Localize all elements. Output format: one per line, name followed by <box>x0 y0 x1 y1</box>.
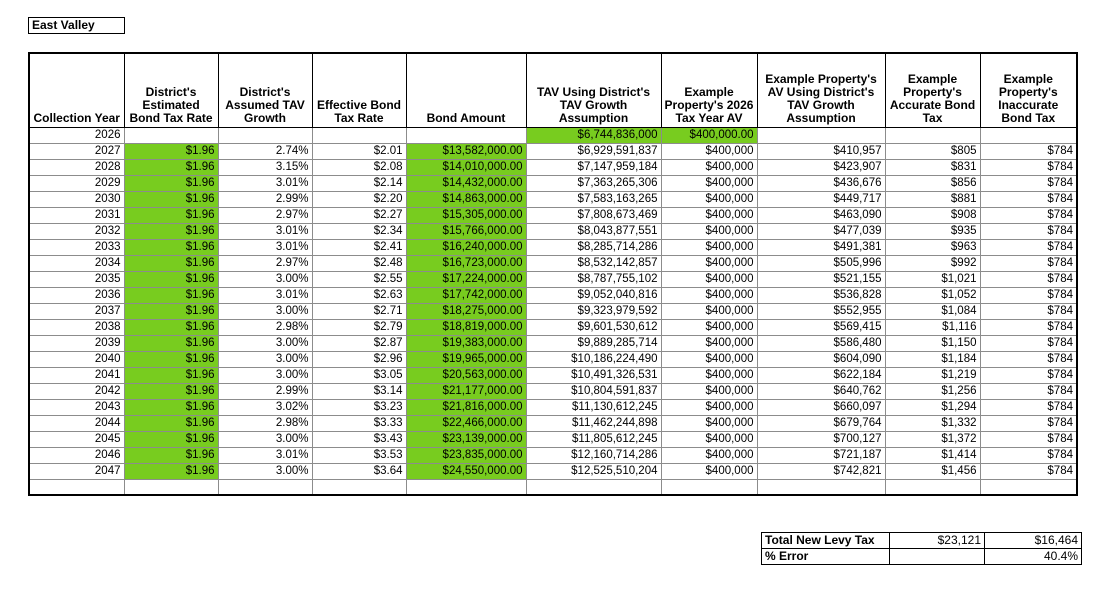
cell-bond-amount[interactable] <box>406 479 526 495</box>
cell-district-estimated-rate[interactable]: $1.96 <box>124 367 218 383</box>
cell-accurate-bond-tax[interactable]: $1,332 <box>885 415 980 431</box>
cell-effective-bond-tax-rate[interactable]: $3.43 <box>312 431 406 447</box>
cell-example-av-growth[interactable] <box>757 127 885 143</box>
table-row <box>29 383 1077 399</box>
cell-example-2026-av[interactable]: $400,000 <box>661 239 757 255</box>
cell-accurate-bond-tax[interactable]: $881 <box>885 191 980 207</box>
cell-collection-year[interactable]: 2038 <box>29 319 124 335</box>
table-row <box>29 191 1077 207</box>
cell-example-2026-av[interactable]: $400,000 <box>661 415 757 431</box>
cell-accurate-bond-tax[interactable]: $1,219 <box>885 367 980 383</box>
cell-inaccurate-bond-tax[interactable]: $784 <box>980 383 1077 399</box>
cell-inaccurate-bond-tax[interactable]: $784 <box>980 335 1077 351</box>
cell-accurate-bond-tax[interactable]: $935 <box>885 223 980 239</box>
cell-collection-year[interactable]: 2027 <box>29 143 124 159</box>
summary-accurate-value[interactable] <box>890 549 985 565</box>
cell-collection-year[interactable]: 2029 <box>29 175 124 191</box>
cell-district-estimated-rate[interactable]: $1.96 <box>124 447 218 463</box>
cell-bond-amount[interactable]: $18,275,000.00 <box>406 303 526 319</box>
cell-example-av-growth[interactable]: $463,090 <box>757 207 885 223</box>
cell-tav-growth-assumption[interactable]: $10,186,224,490 <box>526 351 661 367</box>
cell-district-estimated-rate[interactable]: $1.96 <box>124 159 218 175</box>
cell-assumed-tav-growth[interactable]: 3.01% <box>218 287 312 303</box>
cell-assumed-tav-growth[interactable]: 2.97% <box>218 255 312 271</box>
cell-inaccurate-bond-tax[interactable]: $784 <box>980 271 1077 287</box>
cell-example-av-growth[interactable]: $721,187 <box>757 447 885 463</box>
cell-example-av-growth[interactable]: $660,097 <box>757 399 885 415</box>
table-row <box>29 415 1077 431</box>
cell-collection-year[interactable]: 2036 <box>29 287 124 303</box>
cell-effective-bond-tax-rate[interactable]: $3.14 <box>312 383 406 399</box>
cell-bond-amount[interactable]: $20,563,000.00 <box>406 367 526 383</box>
cell-bond-amount[interactable]: $21,177,000.00 <box>406 383 526 399</box>
cell-accurate-bond-tax[interactable]: $1,294 <box>885 399 980 415</box>
cell-inaccurate-bond-tax[interactable]: $784 <box>980 223 1077 239</box>
cell-example-2026-av[interactable]: $400,000 <box>661 399 757 415</box>
table-row <box>29 367 1077 383</box>
cell-collection-year[interactable]: 2026 <box>29 127 124 143</box>
cell-bond-amount[interactable]: $17,742,000.00 <box>406 287 526 303</box>
cell-assumed-tav-growth[interactable] <box>218 127 312 143</box>
cell-example-av-growth[interactable]: $640,762 <box>757 383 885 399</box>
summary-row <box>762 549 1082 565</box>
cell-effective-bond-tax-rate[interactable]: $2.63 <box>312 287 406 303</box>
cell-assumed-tav-growth[interactable]: 3.00% <box>218 271 312 287</box>
cell-example-av-growth[interactable]: $536,828 <box>757 287 885 303</box>
column-header-collection-year: Collection Year <box>29 53 124 127</box>
cell-inaccurate-bond-tax[interactable]: $784 <box>980 239 1077 255</box>
cell-tav-growth-assumption[interactable] <box>526 479 661 495</box>
cell-example-2026-av[interactable]: $400,000 <box>661 335 757 351</box>
cell-bond-amount[interactable]: $16,240,000.00 <box>406 239 526 255</box>
cell-inaccurate-bond-tax[interactable]: $784 <box>980 463 1077 479</box>
cell-inaccurate-bond-tax[interactable]: $784 <box>980 143 1077 159</box>
cell-assumed-tav-growth[interactable]: 2.98% <box>218 415 312 431</box>
table-row <box>29 287 1077 303</box>
cell-tav-growth-assumption[interactable]: $7,147,959,184 <box>526 159 661 175</box>
column-header-bond-amount: Bond Amount <box>406 53 526 127</box>
cell-accurate-bond-tax[interactable] <box>885 127 980 143</box>
cell-accurate-bond-tax[interactable]: $992 <box>885 255 980 271</box>
summary-table <box>761 532 1082 565</box>
cell-example-av-growth[interactable]: $410,957 <box>757 143 885 159</box>
cell-tav-growth-assumption[interactable]: $9,323,979,592 <box>526 303 661 319</box>
cell-accurate-bond-tax[interactable]: $1,021 <box>885 271 980 287</box>
cell-district-estimated-rate[interactable]: $1.96 <box>124 335 218 351</box>
cell-district-estimated-rate[interactable]: $1.96 <box>124 239 218 255</box>
cell-example-2026-av[interactable]: $400,000 <box>661 271 757 287</box>
cell-bond-amount[interactable]: $16,723,000.00 <box>406 255 526 271</box>
cell-bond-amount[interactable]: $22,466,000.00 <box>406 415 526 431</box>
summary-row <box>762 533 1082 549</box>
cell-accurate-bond-tax[interactable]: $1,184 <box>885 351 980 367</box>
cell-accurate-bond-tax[interactable]: $908 <box>885 207 980 223</box>
summary-accurate-value[interactable]: $23,121 <box>890 533 985 549</box>
table-row <box>29 255 1077 271</box>
cell-assumed-tav-growth[interactable]: 2.97% <box>218 207 312 223</box>
cell-collection-year[interactable]: 2037 <box>29 303 124 319</box>
cell-tav-growth-assumption[interactable]: $7,583,163,265 <box>526 191 661 207</box>
cell-effective-bond-tax-rate[interactable]: $3.64 <box>312 463 406 479</box>
cell-tav-growth-assumption[interactable]: $9,601,530,612 <box>526 319 661 335</box>
cell-bond-amount[interactable]: $24,550,000.00 <box>406 463 526 479</box>
cell-tav-growth-assumption[interactable]: $10,491,326,531 <box>526 367 661 383</box>
summary-label: Total New Levy Tax <box>762 533 890 549</box>
cell-district-estimated-rate[interactable]: $1.96 <box>124 191 218 207</box>
cell-assumed-tav-growth[interactable]: 3.01% <box>218 223 312 239</box>
cell-assumed-tav-growth[interactable]: 3.00% <box>218 303 312 319</box>
summary-label: % Error <box>762 549 890 565</box>
table-row <box>29 319 1077 335</box>
cell-example-av-growth[interactable]: $569,415 <box>757 319 885 335</box>
cell-collection-year[interactable]: 2033 <box>29 239 124 255</box>
cell-example-av-growth[interactable]: $449,717 <box>757 191 885 207</box>
cell-example-av-growth[interactable]: $679,764 <box>757 415 885 431</box>
cell-inaccurate-bond-tax[interactable]: $784 <box>980 351 1077 367</box>
cell-district-estimated-rate[interactable]: $1.96 <box>124 351 218 367</box>
cell-tav-growth-assumption[interactable]: $8,787,755,102 <box>526 271 661 287</box>
cell-inaccurate-bond-tax[interactable]: $784 <box>980 255 1077 271</box>
cell-tav-growth-assumption[interactable]: $12,525,510,204 <box>526 463 661 479</box>
column-header-tav-using-district-growth: TAV Using District's TAV Growth Assumption <box>526 53 661 127</box>
cell-bond-amount[interactable]: $19,383,000.00 <box>406 335 526 351</box>
cell-assumed-tav-growth[interactable]: 3.00% <box>218 351 312 367</box>
cell-inaccurate-bond-tax[interactable]: $784 <box>980 415 1077 431</box>
cell-effective-bond-tax-rate[interactable]: $2.08 <box>312 159 406 175</box>
cell-example-2026-av[interactable] <box>661 479 757 495</box>
cell-tav-growth-assumption[interactable]: $9,052,040,816 <box>526 287 661 303</box>
table-body <box>29 127 1077 495</box>
cell-collection-year[interactable]: 2045 <box>29 431 124 447</box>
table-row <box>29 303 1077 319</box>
cell-effective-bond-tax-rate[interactable] <box>312 127 406 143</box>
cell-collection-year[interactable]: 2042 <box>29 383 124 399</box>
cell-bond-amount[interactable]: $17,224,000.00 <box>406 271 526 287</box>
cell-assumed-tav-growth[interactable]: 2.74% <box>218 143 312 159</box>
cell-accurate-bond-tax[interactable]: $1,116 <box>885 319 980 335</box>
cell-example-av-growth[interactable]: $700,127 <box>757 431 885 447</box>
cell-tav-growth-assumption[interactable]: $7,808,673,469 <box>526 207 661 223</box>
cell-accurate-bond-tax[interactable]: $1,052 <box>885 287 980 303</box>
cell-example-av-growth[interactable]: $622,184 <box>757 367 885 383</box>
cell-district-estimated-rate[interactable]: $1.96 <box>124 175 218 191</box>
cell-collection-year[interactable]: 2041 <box>29 367 124 383</box>
cell-accurate-bond-tax[interactable]: $1,256 <box>885 383 980 399</box>
table-row <box>29 143 1077 159</box>
cell-assumed-tav-growth[interactable]: 3.02% <box>218 399 312 415</box>
cell-example-av-growth[interactable]: $604,090 <box>757 351 885 367</box>
cell-effective-bond-tax-rate[interactable]: $2.48 <box>312 255 406 271</box>
cell-district-estimated-rate[interactable]: $1.96 <box>124 287 218 303</box>
column-header-example-property-av-using-district-growth: Example Property's AV Using District's TAV Growth Assumption <box>757 53 885 127</box>
column-header-example-property-2026-av: Example Property's 2026 Tax Year AV <box>661 53 757 127</box>
cell-effective-bond-tax-rate[interactable]: $2.27 <box>312 207 406 223</box>
cell-assumed-tav-growth[interactable]: 2.99% <box>218 383 312 399</box>
cell-example-2026-av[interactable]: $400,000 <box>661 191 757 207</box>
cell-tav-growth-assumption[interactable]: $8,532,142,857 <box>526 255 661 271</box>
cell-example-av-growth[interactable]: $586,480 <box>757 335 885 351</box>
cell-bond-amount[interactable]: $19,965,000.00 <box>406 351 526 367</box>
cell-effective-bond-tax-rate[interactable] <box>312 479 406 495</box>
cell-effective-bond-tax-rate[interactable]: $2.14 <box>312 175 406 191</box>
cell-example-av-growth[interactable]: $505,996 <box>757 255 885 271</box>
cell-effective-bond-tax-rate[interactable]: $3.23 <box>312 399 406 415</box>
cell-inaccurate-bond-tax[interactable]: $784 <box>980 399 1077 415</box>
cell-example-av-growth[interactable]: $521,155 <box>757 271 885 287</box>
cell-bond-amount[interactable] <box>406 127 526 143</box>
cell-example-av-growth[interactable]: $742,821 <box>757 463 885 479</box>
cell-tav-growth-assumption[interactable]: $6,929,591,837 <box>526 143 661 159</box>
cell-accurate-bond-tax[interactable]: $831 <box>885 159 980 175</box>
cell-district-estimated-rate[interactable]: $1.96 <box>124 383 218 399</box>
cell-tav-growth-assumption[interactable]: $10,804,591,837 <box>526 383 661 399</box>
cell-inaccurate-bond-tax[interactable]: $784 <box>980 159 1077 175</box>
cell-bond-amount[interactable]: $23,835,000.00 <box>406 447 526 463</box>
cell-district-estimated-rate[interactable]: $1.96 <box>124 463 218 479</box>
cell-assumed-tav-growth[interactable]: 3.01% <box>218 447 312 463</box>
cell-inaccurate-bond-tax[interactable]: $784 <box>980 431 1077 447</box>
cell-bond-amount[interactable]: $15,766,000.00 <box>406 223 526 239</box>
cell-example-av-growth[interactable]: $436,676 <box>757 175 885 191</box>
cell-inaccurate-bond-tax[interactable]: $784 <box>980 447 1077 463</box>
cell-example-2026-av[interactable]: $400,000 <box>661 159 757 175</box>
cell-effective-bond-tax-rate[interactable]: $2.01 <box>312 143 406 159</box>
cell-collection-year[interactable]: 2043 <box>29 399 124 415</box>
cell-bond-amount[interactable]: $18,819,000.00 <box>406 319 526 335</box>
cell-accurate-bond-tax[interactable]: $1,414 <box>885 447 980 463</box>
summary-inaccurate-value[interactable]: $16,464 <box>985 533 1082 549</box>
column-header-effective-bond-tax-rate: Effective Bond Tax Rate <box>312 53 406 127</box>
cell-collection-year[interactable]: 2040 <box>29 351 124 367</box>
cell-example-2026-av[interactable]: $400,000 <box>661 223 757 239</box>
cell-bond-amount[interactable]: $14,863,000.00 <box>406 191 526 207</box>
cell-collection-year[interactable]: 2034 <box>29 255 124 271</box>
cell-inaccurate-bond-tax[interactable]: $784 <box>980 207 1077 223</box>
table-row <box>29 447 1077 463</box>
table-row <box>29 271 1077 287</box>
cell-example-2026-av[interactable]: $400,000.00 <box>661 127 757 143</box>
cell-tav-growth-assumption[interactable]: $11,805,612,245 <box>526 431 661 447</box>
cell-example-av-growth[interactable]: $552,955 <box>757 303 885 319</box>
cell-example-2026-av[interactable]: $400,000 <box>661 175 757 191</box>
table-row <box>29 175 1077 191</box>
cell-inaccurate-bond-tax[interactable]: $784 <box>980 175 1077 191</box>
cell-accurate-bond-tax[interactable]: $1,372 <box>885 431 980 447</box>
cell-example-2026-av[interactable]: $400,000 <box>661 383 757 399</box>
cell-tav-growth-assumption[interactable]: $12,160,714,286 <box>526 447 661 463</box>
cell-example-2026-av[interactable]: $400,000 <box>661 351 757 367</box>
cell-tav-growth-assumption[interactable]: $11,462,244,898 <box>526 415 661 431</box>
cell-collection-year[interactable]: 2047 <box>29 463 124 479</box>
cell-example-av-growth[interactable]: $477,039 <box>757 223 885 239</box>
cell-tav-growth-assumption[interactable]: $6,744,836,000 <box>526 127 661 143</box>
column-header-district-assumed-tav-growth: District's Assumed TAV Growth <box>218 53 312 127</box>
cell-district-estimated-rate[interactable]: $1.96 <box>124 255 218 271</box>
cell-effective-bond-tax-rate[interactable]: $3.53 <box>312 447 406 463</box>
column-header-example-property-inaccurate-bond-tax: Example Property's Inaccurate Bond Tax <box>980 53 1077 127</box>
cell-assumed-tav-growth[interactable]: 3.00% <box>218 367 312 383</box>
cell-district-estimated-rate[interactable]: $1.96 <box>124 207 218 223</box>
cell-example-av-growth[interactable]: $491,381 <box>757 239 885 255</box>
table-row <box>29 399 1077 415</box>
cell-inaccurate-bond-tax[interactable] <box>980 127 1077 143</box>
cell-collection-year[interactable]: 2035 <box>29 271 124 287</box>
cell-bond-amount[interactable]: $14,010,000.00 <box>406 159 526 175</box>
cell-example-av-growth[interactable]: $423,907 <box>757 159 885 175</box>
cell-effective-bond-tax-rate[interactable]: $2.55 <box>312 271 406 287</box>
cell-example-2026-av[interactable]: $400,000 <box>661 255 757 271</box>
table-row <box>29 463 1077 479</box>
cell-district-estimated-rate[interactable]: $1.96 <box>124 303 218 319</box>
cell-district-estimated-rate[interactable]: $1.96 <box>124 319 218 335</box>
cell-tav-growth-assumption[interactable]: $8,043,877,551 <box>526 223 661 239</box>
table-row <box>29 431 1077 447</box>
cell-example-2026-av[interactable]: $400,000 <box>661 207 757 223</box>
summary-inaccurate-value[interactable]: 40.4% <box>985 549 1082 565</box>
cell-district-estimated-rate[interactable]: $1.96 <box>124 271 218 287</box>
table-row <box>29 351 1077 367</box>
cell-effective-bond-tax-rate[interactable]: $2.34 <box>312 223 406 239</box>
cell-inaccurate-bond-tax[interactable]: $784 <box>980 367 1077 383</box>
cell-effective-bond-tax-rate[interactable]: $2.79 <box>312 319 406 335</box>
cell-accurate-bond-tax[interactable] <box>885 479 980 495</box>
table-row <box>29 335 1077 351</box>
cell-assumed-tav-growth[interactable]: 3.15% <box>218 159 312 175</box>
cell-assumed-tav-growth[interactable]: 3.01% <box>218 175 312 191</box>
cell-district-estimated-rate[interactable]: $1.96 <box>124 143 218 159</box>
cell-effective-bond-tax-rate[interactable]: $2.41 <box>312 239 406 255</box>
cell-district-estimated-rate[interactable]: $1.96 <box>124 431 218 447</box>
cell-accurate-bond-tax[interactable]: $1,084 <box>885 303 980 319</box>
cell-accurate-bond-tax[interactable]: $1,456 <box>885 463 980 479</box>
cell-effective-bond-tax-rate[interactable]: $2.87 <box>312 335 406 351</box>
cell-bond-amount[interactable]: $23,139,000.00 <box>406 431 526 447</box>
bond-tax-projection-table <box>28 52 1078 496</box>
cell-district-estimated-rate[interactable] <box>124 479 218 495</box>
cell-accurate-bond-tax[interactable]: $805 <box>885 143 980 159</box>
column-header-example-property-accurate-bond-tax: Example Property's Accurate Bond Tax <box>885 53 980 127</box>
cell-collection-year[interactable]: 2031 <box>29 207 124 223</box>
cell-effective-bond-tax-rate[interactable]: $2.96 <box>312 351 406 367</box>
table-row <box>29 127 1077 143</box>
table-row <box>29 207 1077 223</box>
cell-district-estimated-rate[interactable]: $1.96 <box>124 223 218 239</box>
cell-effective-bond-tax-rate[interactable]: $3.05 <box>312 367 406 383</box>
cell-example-av-growth[interactable] <box>757 479 885 495</box>
cell-example-2026-av[interactable]: $400,000 <box>661 463 757 479</box>
cell-effective-bond-tax-rate[interactable]: $2.71 <box>312 303 406 319</box>
cell-example-2026-av[interactable]: $400,000 <box>661 447 757 463</box>
cell-example-2026-av[interactable]: $400,000 <box>661 319 757 335</box>
cell-tav-growth-assumption[interactable]: $8,285,714,286 <box>526 239 661 255</box>
cell-inaccurate-bond-tax[interactable]: $784 <box>980 303 1077 319</box>
cell-collection-year[interactable]: 2032 <box>29 223 124 239</box>
cell-effective-bond-tax-rate[interactable]: $3.33 <box>312 415 406 431</box>
cell-accurate-bond-tax[interactable]: $963 <box>885 239 980 255</box>
cell-collection-year[interactable]: 2028 <box>29 159 124 175</box>
cell-collection-year[interactable]: 2030 <box>29 191 124 207</box>
cell-example-2026-av[interactable]: $400,000 <box>661 143 757 159</box>
column-header-district-estimated-bond-tax-rate: District's Estimated Bond Tax Rate <box>124 53 218 127</box>
cell-collection-year[interactable]: 2046 <box>29 447 124 463</box>
cell-bond-amount[interactable]: $21,816,000.00 <box>406 399 526 415</box>
cell-assumed-tav-growth[interactable]: 3.00% <box>218 335 312 351</box>
cell-assumed-tav-growth[interactable] <box>218 479 312 495</box>
cell-assumed-tav-growth[interactable]: 2.98% <box>218 319 312 335</box>
cell-collection-year[interactable] <box>29 479 124 495</box>
cell-bond-amount[interactable]: $14,432,000.00 <box>406 175 526 191</box>
cell-accurate-bond-tax[interactable]: $856 <box>885 175 980 191</box>
cell-inaccurate-bond-tax[interactable]: $784 <box>980 319 1077 335</box>
cell-collection-year[interactable]: 2039 <box>29 335 124 351</box>
table-header-row <box>29 53 1077 127</box>
cell-district-estimated-rate[interactable]: $1.96 <box>124 415 218 431</box>
cell-assumed-tav-growth[interactable]: 3.00% <box>218 431 312 447</box>
cell-collection-year[interactable]: 2044 <box>29 415 124 431</box>
cell-assumed-tav-growth[interactable]: 3.01% <box>218 239 312 255</box>
sheet-title-box: East Valley <box>28 17 125 34</box>
cell-example-2026-av[interactable]: $400,000 <box>661 431 757 447</box>
cell-assumed-tav-growth[interactable]: 2.99% <box>218 191 312 207</box>
cell-effective-bond-tax-rate[interactable]: $2.20 <box>312 191 406 207</box>
table-row <box>29 239 1077 255</box>
cell-district-estimated-rate[interactable]: $1.96 <box>124 399 218 415</box>
cell-tav-growth-assumption[interactable]: $9,889,285,714 <box>526 335 661 351</box>
cell-inaccurate-bond-tax[interactable]: $784 <box>980 287 1077 303</box>
cell-tav-growth-assumption[interactable]: $11,130,612,245 <box>526 399 661 415</box>
cell-inaccurate-bond-tax[interactable] <box>980 479 1077 495</box>
cell-district-estimated-rate[interactable] <box>124 127 218 143</box>
table-row <box>29 223 1077 239</box>
cell-example-2026-av[interactable]: $400,000 <box>661 303 757 319</box>
cell-example-2026-av[interactable]: $400,000 <box>661 287 757 303</box>
cell-inaccurate-bond-tax[interactable]: $784 <box>980 191 1077 207</box>
cell-tav-growth-assumption[interactable]: $7,363,265,306 <box>526 175 661 191</box>
cell-accurate-bond-tax[interactable]: $1,150 <box>885 335 980 351</box>
cell-bond-amount[interactable]: $15,305,000.00 <box>406 207 526 223</box>
cell-bond-amount[interactable]: $13,582,000.00 <box>406 143 526 159</box>
cell-assumed-tav-growth[interactable]: 3.00% <box>218 463 312 479</box>
cell-example-2026-av[interactable]: $400,000 <box>661 367 757 383</box>
table-row <box>29 479 1077 495</box>
table-row <box>29 159 1077 175</box>
